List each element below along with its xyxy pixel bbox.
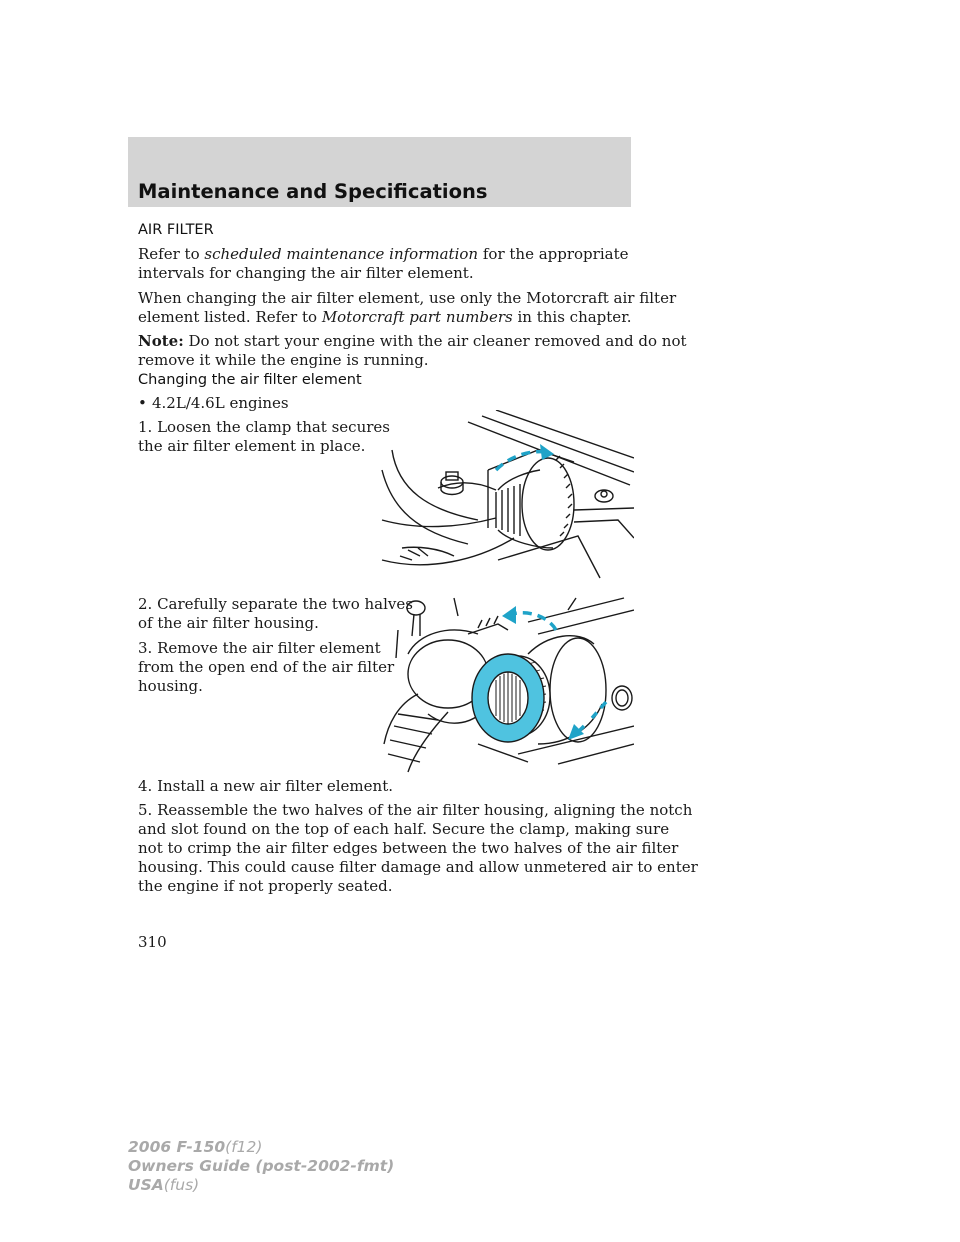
- footer-line: [128, 1138, 394, 1157]
- cross-reference-scheduled: scheduled maintenance information: [204, 245, 479, 263]
- clamp-illustration: [378, 410, 634, 582]
- arrow-icon: [502, 606, 516, 624]
- page-number: 310: [138, 933, 167, 951]
- intro-line: [138, 308, 676, 327]
- note-label: Note:: [138, 332, 184, 350]
- step-1: [138, 418, 390, 456]
- bullet-item: [138, 394, 289, 413]
- step-3: [138, 639, 394, 696]
- step-line: of the air filter housing.: [138, 614, 319, 632]
- step-line: from the open end of the air filter: [138, 658, 395, 676]
- step-line: 4. Install a new air filter element.: [138, 777, 393, 795]
- document-footer: [128, 1138, 394, 1195]
- footer-model: 2006 F-150: [128, 1138, 226, 1156]
- intro-line: [138, 245, 628, 264]
- step-line: 5. Reassemble the two halves of the air filter housing, aligning the notch: [138, 801, 693, 819]
- step-line: 3. Remove the air filter element: [138, 639, 381, 657]
- note-text: Do not start your engine with the air cleaner removed and do not: [188, 332, 687, 350]
- intro-line: intervals for changing the air filter element.: [138, 264, 474, 282]
- bullet-text: 4.2L/4.6L engines: [152, 394, 289, 412]
- note-line: remove it while the engine is running.: [138, 351, 429, 369]
- footer-market: USA: [128, 1176, 164, 1194]
- page-title: Maintenance and Specifications: [138, 180, 488, 203]
- step-line: housing.: [138, 677, 203, 695]
- intro-text: for the appropriate: [482, 245, 629, 263]
- footer-guide: Owners Guide (post-2002-fmt): [128, 1157, 395, 1175]
- note-line: [138, 332, 687, 351]
- step-line: the air filter element in place.: [138, 437, 366, 455]
- step-2: [138, 595, 413, 633]
- filter-removal-illustration: [378, 594, 634, 774]
- intro-text: in this chapter.: [517, 308, 632, 326]
- step-line: 2. Carefully separate the two halves: [138, 595, 413, 613]
- intro-paragraph-2: [138, 289, 676, 327]
- intro-text: Refer to: [138, 245, 200, 263]
- section-title: AIR FILTER: [138, 222, 214, 238]
- intro-text: element listed. Refer to: [138, 308, 318, 326]
- step-line: not to crimp the air filter edges between the two halves of the air filter: [138, 839, 679, 857]
- step-line: the engine if not properly seated.: [138, 877, 393, 895]
- footer-code: (fus): [163, 1176, 200, 1194]
- step-line: 1. Loosen the clamp that secures: [138, 418, 390, 436]
- step-4: [138, 777, 393, 796]
- step-line: and slot found on the top of each half. Secure the clamp, making sure: [138, 820, 670, 838]
- footer-line: [128, 1157, 394, 1176]
- footer-line: [128, 1176, 394, 1195]
- step-line: housing. This could cause filter damage and allow unmetered air to enter: [138, 858, 698, 876]
- cross-reference-part-numbers: Motorcraft part numbers: [321, 308, 513, 326]
- step-5: [138, 801, 698, 896]
- intro-line: When changing the air filter element, use only the Motorcraft air filter: [138, 289, 677, 307]
- subheading: Changing the air filter element: [138, 372, 362, 388]
- footer-code: (f12): [225, 1138, 263, 1156]
- intro-paragraph-1: [138, 245, 628, 283]
- note-paragraph: [138, 332, 687, 370]
- bullet-icon: •: [138, 394, 147, 412]
